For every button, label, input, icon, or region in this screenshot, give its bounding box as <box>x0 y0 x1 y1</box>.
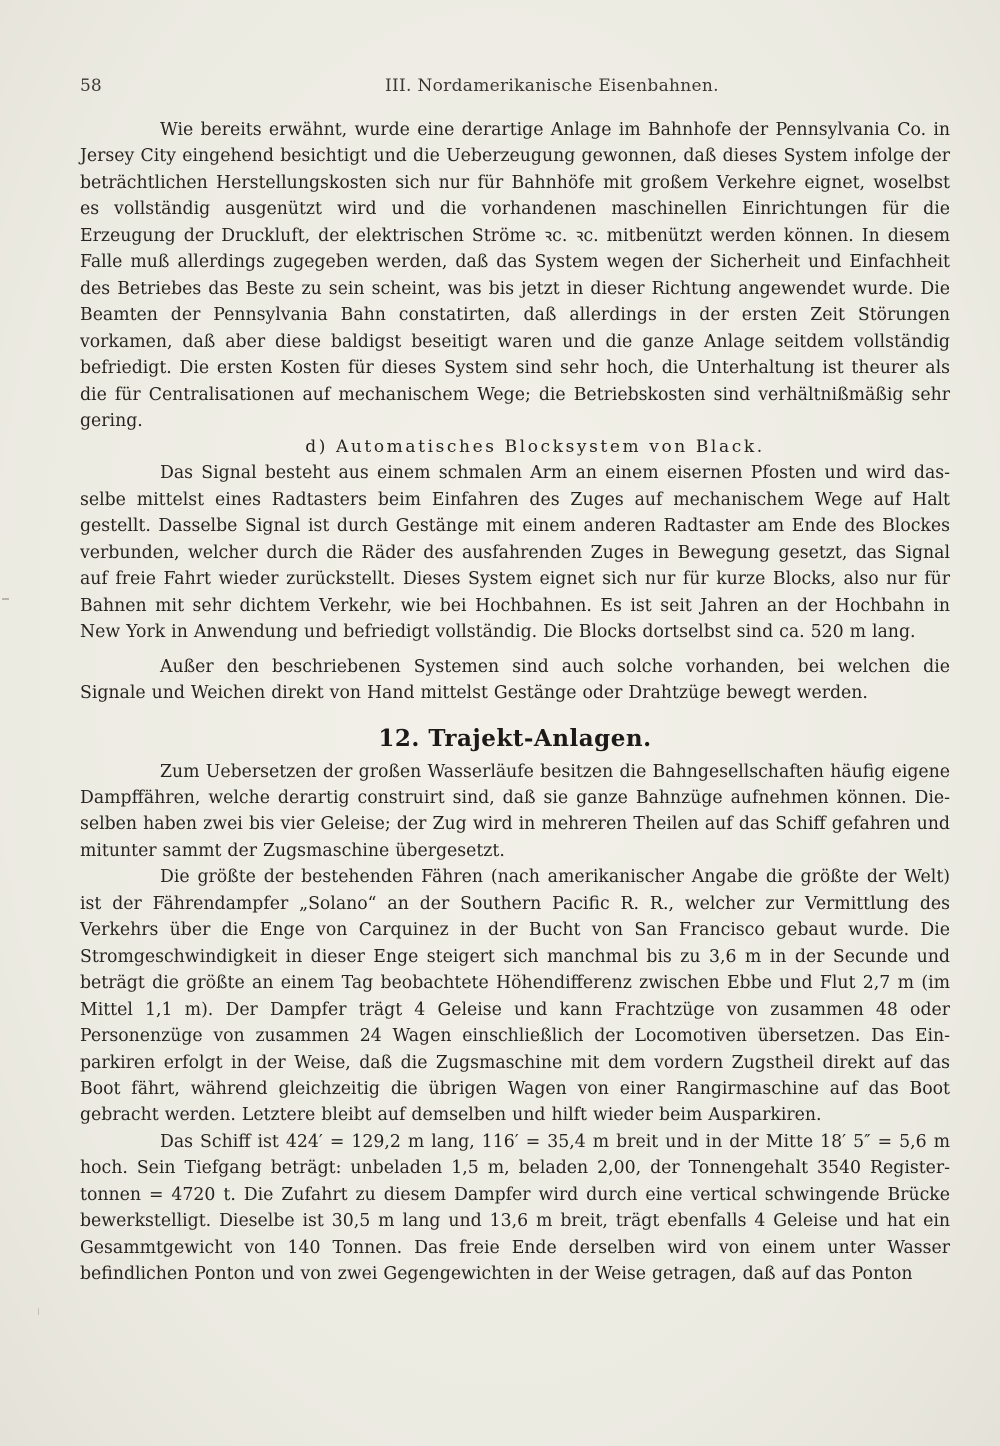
margin-mark-lower <box>38 1308 39 1315</box>
paragraph-black-signal: Das Signal besteht aus einem schmalen Arm an einem eisernen Pfosten und wird dasselbe mittelst eines Radtasters beim Einfahren des Zuges auf mechanischem Wege auf Halt gestellt. Dasselbe Signal ist durch Gestänge mit einem anderen Radtaster am Ende des Blockes verbunden, welcher durch die Räder des ausfahrenden Zuges in Bewegung gesetzt, das Signal auf freie Fahrt wieder zurückstellt. Dieses System eignet sich nur für kurze Blocks, also nur für Bahnen mit sehr dichtem Verkehr, wie bei Hochbahnen. Es ist seit Jahren an der Hochbahn in New York in Anwendung und befriedigt vollständig. Die Blocks dortselbst sind ca. 520 m lang. <box>80 463 950 643</box>
paragraph-hand-operated-signals: Außer den beschriebenen Systemen sind auch solche vorhanden, bei welchen die Signale und Weichen direkt von Hand mittelst Gestänge oder Drahtzüge bewegt werden. <box>80 656 950 704</box>
running-head <box>80 74 950 98</box>
margin-mark <box>2 598 9 600</box>
page-number: 58 <box>80 76 102 96</box>
body-text <box>80 117 950 1288</box>
paragraph-ship-dimensions: Das Schiff ist 424′ = 129,2 m lang, 116′ = 35,4 m breit und in der Mitte 18′ 5″ = 5,6 m hoch. Sein Tiefgang beträgt: unbeladen 1,5 m, beladen 2,00, der Tonnengehalt 3540 Registertonnen = 4720 t. Die Zufahrt zu diesem Dampfer wird durch eine vertical schwingende Brücke bewerkstelligt. Dieselbe ist 30,5 m lang und 13,6 m breit, trägt ebenfalls 4 Geleise und hat ein Gesammtgewicht von 140 Tonnen. Das freie Ende derselben wird von einem unter Wasser befindlichen Ponton und von zwei Gegengewichten in der Weise getragen, daß auf das Ponton <box>80 1131 950 1285</box>
running-title: III. Nordamerikanische Eisenbahnen. <box>385 76 719 96</box>
subheading-black-block-system: d) Automatisches Blocksystem von Black. <box>305 437 765 458</box>
paragraph-pennsylvania-system: Wie bereits erwähnt, wurde eine derartige Anlage im Bahnhofe der Pennsylvania Co. in Jersey City eingehend besichtigt und die Ueberzeugung gewonnen, daß dieses System infolge der beträchtlichen Herstellungskosten sich nur für Bahnhöfe mit großem Verkehre eignet, woselbst es vollständig ausgenützt wird und die vorhandenen maschinellen Einrichtungen für die Erzeugung der Druckluft, der elektrischen Ströme ꝛc. ꝛc. mitbenützt werden können. In diesem Falle muß allerdings zugegeben werden, daß das System wegen der Sicherheit und Einfachheit des Betriebes das Beste zu sein scheint, was bis jetzt in dieser Richtung angewendet wurde. Die Beamten der Pennsylvania Bahn constatirten, daß allerdings in der ersten Zeit Störungen vorkamen, daß aber diese baldigst beseitigt waren und die ganze Anlage seitdem vollständig befriedigt. Die ersten Kosten für dieses System sind sehr hoch, die Unterhaltung ist theurer als die für Centralisationen auf mechanischem Wege; die Betriebskosten sind verhältnißmäßig sehr gering. <box>80 120 950 431</box>
paragraph-steam-ferries: Zum Uebersetzen der großen Wasserläufe besitzen die Bahngesellschaften häufig eigene Dampffähren, welche derartig construirt sind, daß sie ganze Bahnzüge aufnehmen können. Dieselben haben zwei bis vier Geleise; der Zug wird in mehreren Theilen auf das Schiff gefahren und mitunter sammt der Zugsmaschine übergesetzt. <box>80 761 950 861</box>
paragraph-solano-ferry: Die größte der bestehenden Fähren (nach amerikanischer Angabe die größte der Welt) ist der Fährendampfer „Solano“ an der Southern Pacific R. R., welcher zur Vermittlung des Verkehrs über die Enge von Carquinez in der Bucht von San Francisco gebaut wurde. Die Stromgeschwindigkeit in dieser Enge steigert sich manchmal bis zu 3,6 m in der Secunde und beträgt die größte an einem Tag beobachtete Höhendifferenz zwischen Ebbe und Flut 2,7 m (im Mittel 1,1 m). Der Dampfer trägt 4 Geleise und kann Frachtzüge von zusammen 48 oder Personenzüge von zusammen 24 Wagen einschließlich der Locomotiven übersetzen. Das Einparkiren erfolgt in der Weise, daß die Zugsmaschine mit dem vordern Zugstheil direkt auf das Boot fährt, während gleichzeitig die übrigen Wagen von einer Rangirmaschine auf das Boot gebracht werden. Letztere bleibt auf demselben und hilft wieder beim Ausparkiren. <box>80 867 950 1126</box>
section-heading-trajekt: 12. Trajekt-Anlagen. <box>378 724 652 752</box>
